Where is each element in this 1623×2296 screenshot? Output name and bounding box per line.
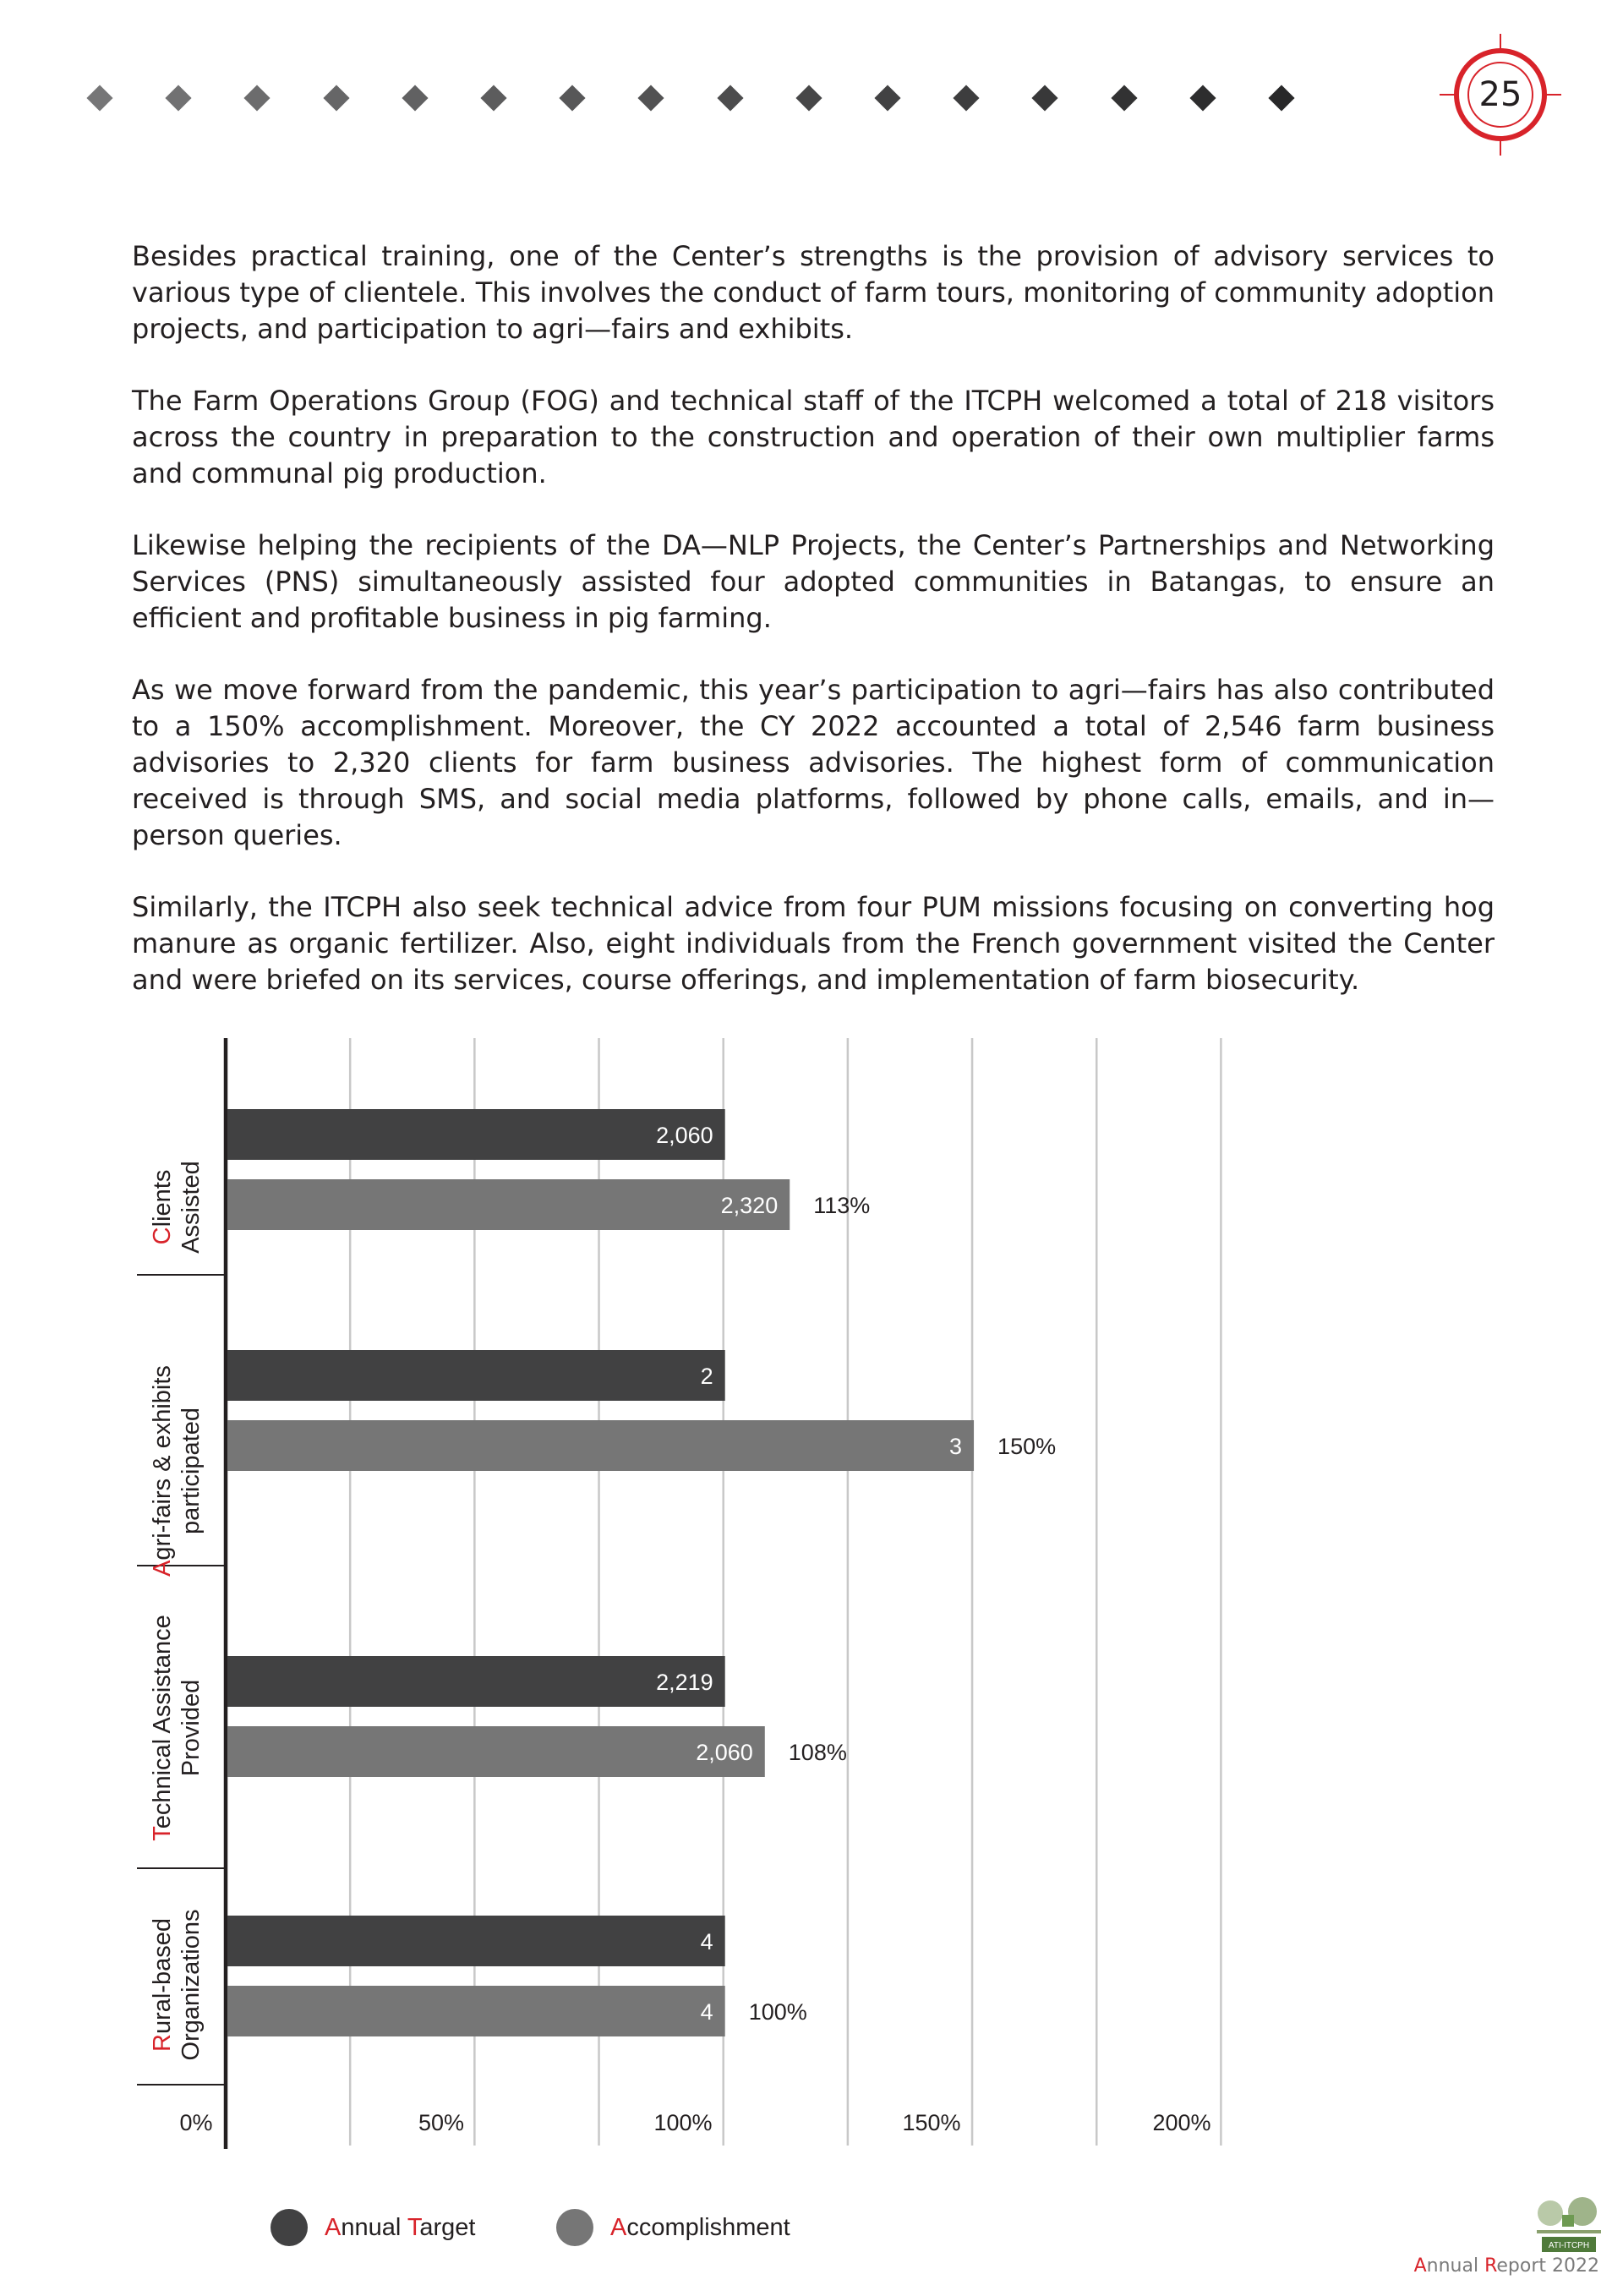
body-text	[132, 238, 1495, 1034]
bar-accomplishment	[227, 1179, 790, 1230]
bar-value-label: 4	[700, 1999, 713, 2025]
footer-title: Annual Report 2022	[1413, 2255, 1599, 2277]
bar-value-label: 2,320	[720, 1193, 779, 1218]
decorative-diamond	[86, 85, 112, 111]
percent-label: 113%	[813, 1193, 871, 1218]
legend-swatch-target	[270, 2209, 308, 2246]
bar-value-label: 2,060	[696, 1740, 753, 1765]
logo-text: ATI-ITCPH	[1548, 2241, 1590, 2250]
ati-itcph-logo	[1533, 2196, 1604, 2260]
bar-value-label: 2,060	[656, 1123, 713, 1148]
bar-accomplishment	[227, 1726, 765, 1777]
decorative-diamond	[638, 85, 664, 111]
decorative-diamond	[954, 85, 980, 111]
bar-accomplishment	[227, 1420, 974, 1471]
decorative-diamond	[1111, 85, 1137, 111]
category-label: ClientsAssisted	[149, 1161, 205, 1254]
paragraph: Likewise helping the recipients of the DA—NLP Projects, the Center’s Partnerships and Networking Services (PNS) simultaneously assisted four adopted communities in Batangas, to ensure an efficient and profitable business in pig farming.	[132, 529, 1495, 634]
bar-annual-target	[227, 1916, 725, 1966]
bar-chart	[0, 1014, 1623, 2296]
x-tick-label: 0%	[179, 2110, 213, 2135]
legend-swatch-accomplishment	[556, 2209, 593, 2246]
bar-value-label: 3	[949, 1434, 963, 1459]
decorative-diamond	[717, 85, 743, 111]
legend-label-accomplishment: Accomplishment	[610, 2213, 790, 2241]
page-number: 25	[1478, 75, 1522, 114]
paragraph: Besides practical training, one of the Center’s strengths is the provision of advisory services to various type of clientele. This involves the conduct of farm tours, monitoring of community adoption projects, and participation to agri—fairs and exhibits.	[132, 240, 1495, 345]
bar-accomplishment	[227, 1986, 725, 2036]
decorative-diamond	[874, 85, 900, 111]
decorative-diamond	[166, 85, 192, 111]
bar-value-label: 2	[700, 1364, 713, 1389]
bar-annual-target	[227, 1109, 725, 1160]
category-label: Technical AssistanceProvided	[149, 1615, 205, 1841]
decorative-diamond	[402, 85, 428, 111]
x-tick-label: 50%	[418, 2110, 465, 2135]
percent-label: 100%	[748, 1999, 807, 2025]
paragraph: Similarly, the ITCPH also seek technical advice from four PUM missions focusing on converting hog manure as organic fertilizer. Also, eight individuals from the French government visited the Center and were briefed on its services, course offerings, and implementation of farm biosecurity.	[132, 891, 1495, 996]
bar-value-label: 4	[700, 1929, 713, 1954]
x-tick-label: 150%	[902, 2110, 961, 2135]
decorative-diamond	[1032, 85, 1058, 111]
paragraph: The Farm Operations Group (FOG) and technical staff of the ITCPH welcomed a total of 218 visitors across the country in preparation to the construction and operation of their own multiplier farms and communal pig production.	[132, 385, 1495, 489]
decorative-diamond	[1268, 85, 1294, 111]
decorative-diamond	[244, 85, 270, 111]
bar-value-label: 2,219	[656, 1670, 713, 1695]
legend-label-target: Annual Target	[325, 2213, 476, 2241]
percent-label: 150%	[997, 1434, 1057, 1459]
category-label: Rural-basedOrganizations	[149, 1909, 205, 2061]
legend-item-target	[270, 2206, 475, 2249]
legend-item-accomplishment	[556, 2206, 790, 2249]
category-label: Agri-fairs & exhibitsparticipated	[149, 1365, 205, 1577]
decorative-diamond	[560, 85, 586, 111]
x-tick-label: 100%	[653, 2110, 713, 2135]
x-tick-label: 200%	[1152, 2110, 1211, 2135]
bar-annual-target	[227, 1656, 725, 1707]
bar-annual-target	[227, 1350, 725, 1401]
percent-label: 108%	[788, 1740, 847, 1765]
decorative-diamond	[1189, 85, 1216, 111]
paragraph: As we move forward from the pandemic, this year’s participation to agri—fairs has also contributed to a 150% accomplishment. Moreover, the CY 2022 accounted a total of 2,546 farm business advisories to 2,320 clients for farm business advisories. The highest form of communication received is through SMS, and social media platforms, followed by phone calls, emails, and in—person queries.	[132, 674, 1495, 851]
decorative-diamond	[480, 85, 506, 111]
decorative-diamond	[795, 85, 822, 111]
decorative-diamond	[323, 85, 349, 111]
